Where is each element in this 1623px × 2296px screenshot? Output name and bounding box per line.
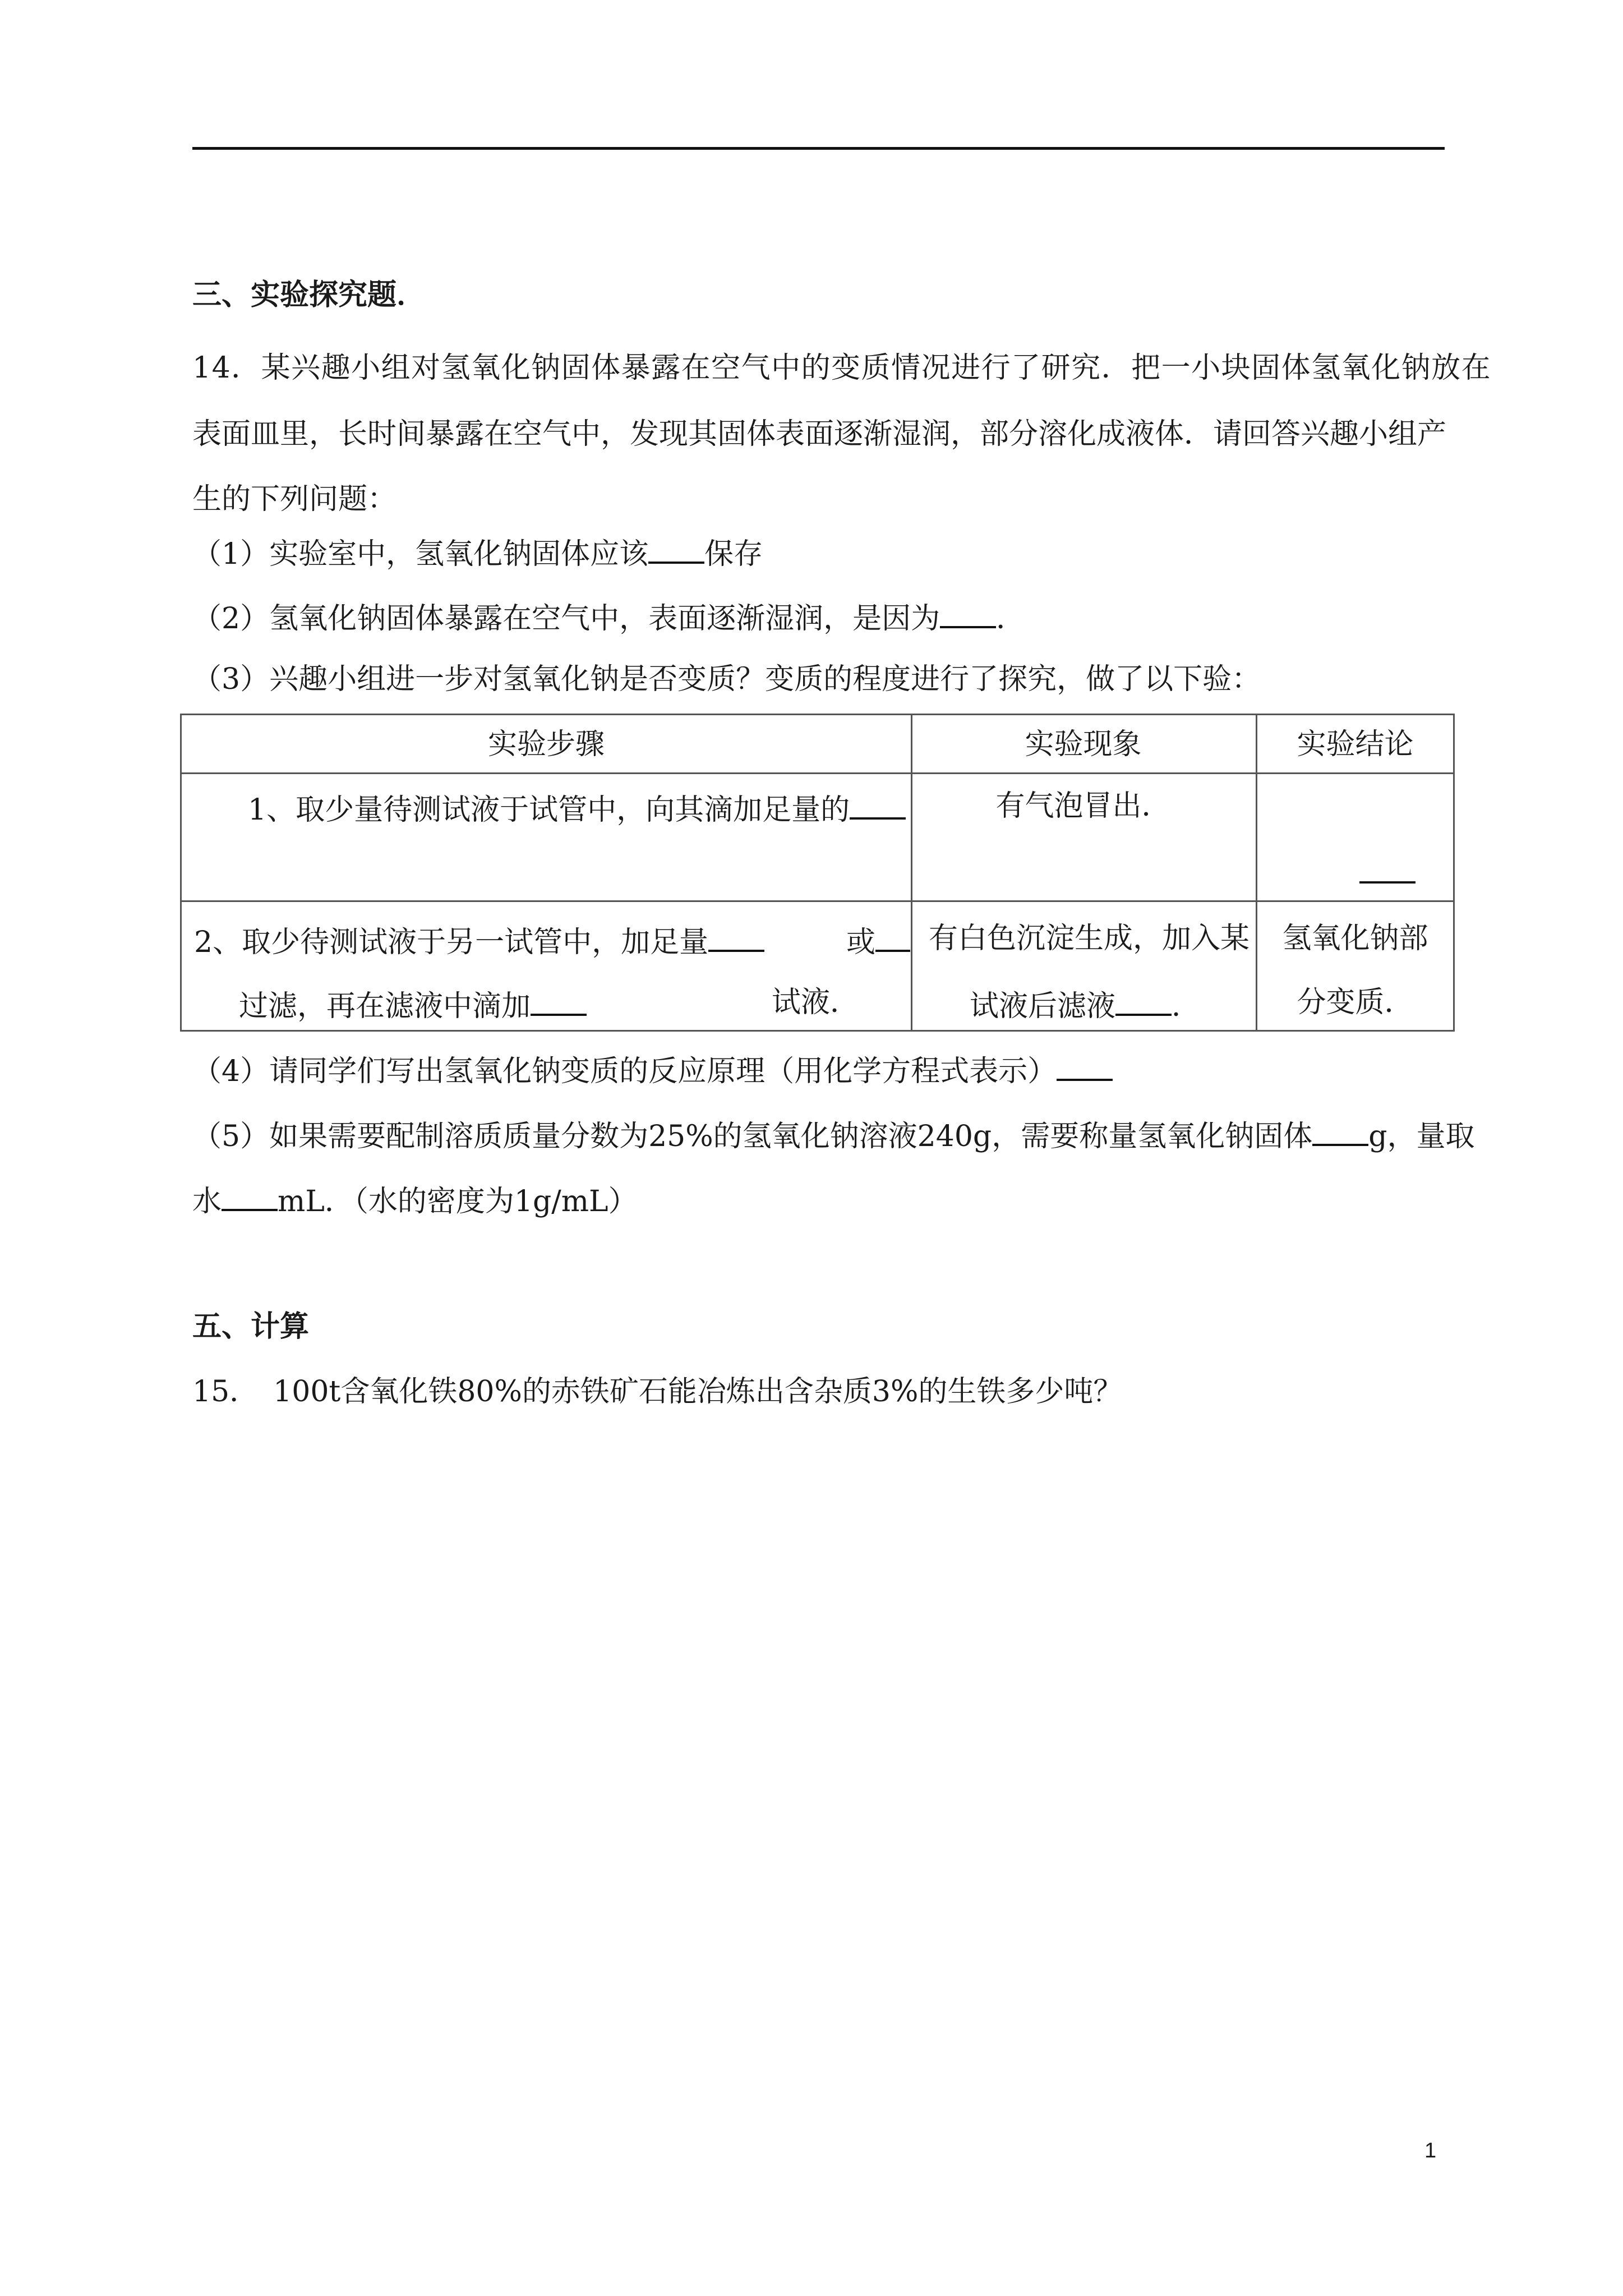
answer-blank[interactable] bbox=[648, 536, 704, 564]
answer-blank[interactable] bbox=[1359, 855, 1415, 884]
q14-part-1-suffix: 保存 bbox=[704, 537, 763, 571]
answer-blank[interactable] bbox=[875, 924, 910, 952]
q14-part-2-suffix: ． bbox=[996, 602, 1026, 636]
q14-part-2-text: （2）氢氧化钠固体暴露在空气中，表面逐渐湿润，是因为 bbox=[192, 602, 940, 636]
answer-blank[interactable] bbox=[1115, 988, 1172, 1016]
table-row1-phenomenon: 有气泡冒出． bbox=[995, 789, 1171, 823]
table-row2-step-line2-suffix: 试液． bbox=[772, 986, 860, 1019]
q14-part-3: （3）兴趣小组进一步对氢氧化钠是否变质？变质的程度进行了探究，做了以下验： bbox=[192, 662, 1261, 696]
q14-part-5-note: mL．（水的密度为1g/mL） bbox=[278, 1185, 638, 1218]
q14-part-5-text: （5）如果需要配制溶质质量分数为25%的氢氧化钠溶液240g，需要称量氢氧化钠固体 bbox=[192, 1120, 1313, 1153]
q15-text: 15． 100t含氧化铁80%的赤铁矿石能冶炼出含杂质3%的生铁多少吨？ bbox=[192, 1375, 1123, 1409]
table-divider bbox=[911, 715, 912, 1030]
experiment-table bbox=[180, 714, 1455, 1032]
table-row2-conclusion-line1: 氢氧化钠部 bbox=[1282, 922, 1428, 955]
table-row2-step-or-text: 或 bbox=[846, 926, 876, 959]
q14-part-1 bbox=[192, 536, 763, 569]
answer-blank[interactable] bbox=[1312, 1118, 1368, 1146]
table-row1-step-text: 1、取少量待测试液于试管中，向其滴加足量的 bbox=[248, 793, 850, 827]
table-row2-step-line1-or bbox=[846, 924, 910, 957]
q14-part-4-text: （4）请同学们写出氢氧化钠变质的反应原理（用化学方程式表示） bbox=[192, 1055, 1057, 1088]
q14-line-1 bbox=[192, 351, 1492, 385]
answer-blank[interactable] bbox=[940, 600, 996, 628]
answer-blank[interactable] bbox=[222, 1183, 278, 1211]
table-row1-step bbox=[248, 792, 906, 825]
section-heading-calculation: 五、计算 bbox=[192, 1309, 310, 1343]
table-row2-step-line2 bbox=[239, 988, 587, 1021]
page-number: 1 bbox=[1424, 2139, 1437, 2162]
table-header-steps: 实验步骤 bbox=[487, 728, 605, 761]
answer-blank[interactable] bbox=[531, 988, 587, 1016]
q14-line-1-text: 14．某兴趣小组对氢氧化钠固体暴露在空气中的变质情况进行了研究．把一小块固体氢氧化钠放在 bbox=[192, 351, 1492, 385]
table-row2-conclusion-line2: 分变质． bbox=[1297, 986, 1414, 1019]
table-row2-phenomenon-line1: 有白色沉淀生成，加入某 bbox=[929, 922, 1250, 955]
q14-part-4 bbox=[192, 1053, 1113, 1086]
table-divider bbox=[1256, 715, 1257, 1030]
q14-line-3: 生的下列问题： bbox=[192, 482, 397, 516]
table-row2-step-line2-text: 过滤，再在滤液中滴加 bbox=[239, 990, 531, 1023]
answer-blank[interactable] bbox=[1057, 1053, 1113, 1081]
section-heading-experiment: 三、实验探究题． bbox=[192, 278, 426, 312]
table-header-phenomenon: 实验现象 bbox=[1025, 728, 1142, 761]
table-row2-phenomenon-line2-suffix: ． bbox=[1172, 990, 1201, 1023]
table-row2-step-line1-text: 2、取少待测试液于另一试管中，加足量 bbox=[194, 926, 709, 959]
answer-blank[interactable] bbox=[708, 924, 764, 952]
q14-part-1-text: （1）实验室中，氢氧化钠固体应该 bbox=[192, 537, 649, 571]
table-header-conclusion: 实验结论 bbox=[1297, 728, 1414, 761]
q14-part-2 bbox=[192, 600, 1026, 636]
answer-blank[interactable] bbox=[850, 792, 906, 820]
q14-part-5-line2 bbox=[192, 1183, 638, 1216]
q14-part-5-line1 bbox=[192, 1118, 1475, 1151]
table-divider bbox=[182, 900, 1453, 902]
q14-part-5-water: 水 bbox=[192, 1185, 222, 1218]
table-divider bbox=[182, 772, 1453, 774]
table-row2-phenomenon-line2 bbox=[970, 988, 1201, 1021]
q14-line-2: 表面皿里，长时间暴露在空气中，发现其固体表面逐渐湿润，部分溶化成液体．请回答兴趣小组产 bbox=[192, 417, 1447, 451]
table-row2-phenomenon-line2-text: 试液后滤液 bbox=[970, 990, 1116, 1023]
q14-part-5-unit: g，量取 bbox=[1368, 1120, 1475, 1153]
table-row2-step-line1 bbox=[194, 924, 764, 957]
table-row1-conclusion bbox=[1359, 855, 1415, 889]
header-rule bbox=[192, 147, 1445, 150]
